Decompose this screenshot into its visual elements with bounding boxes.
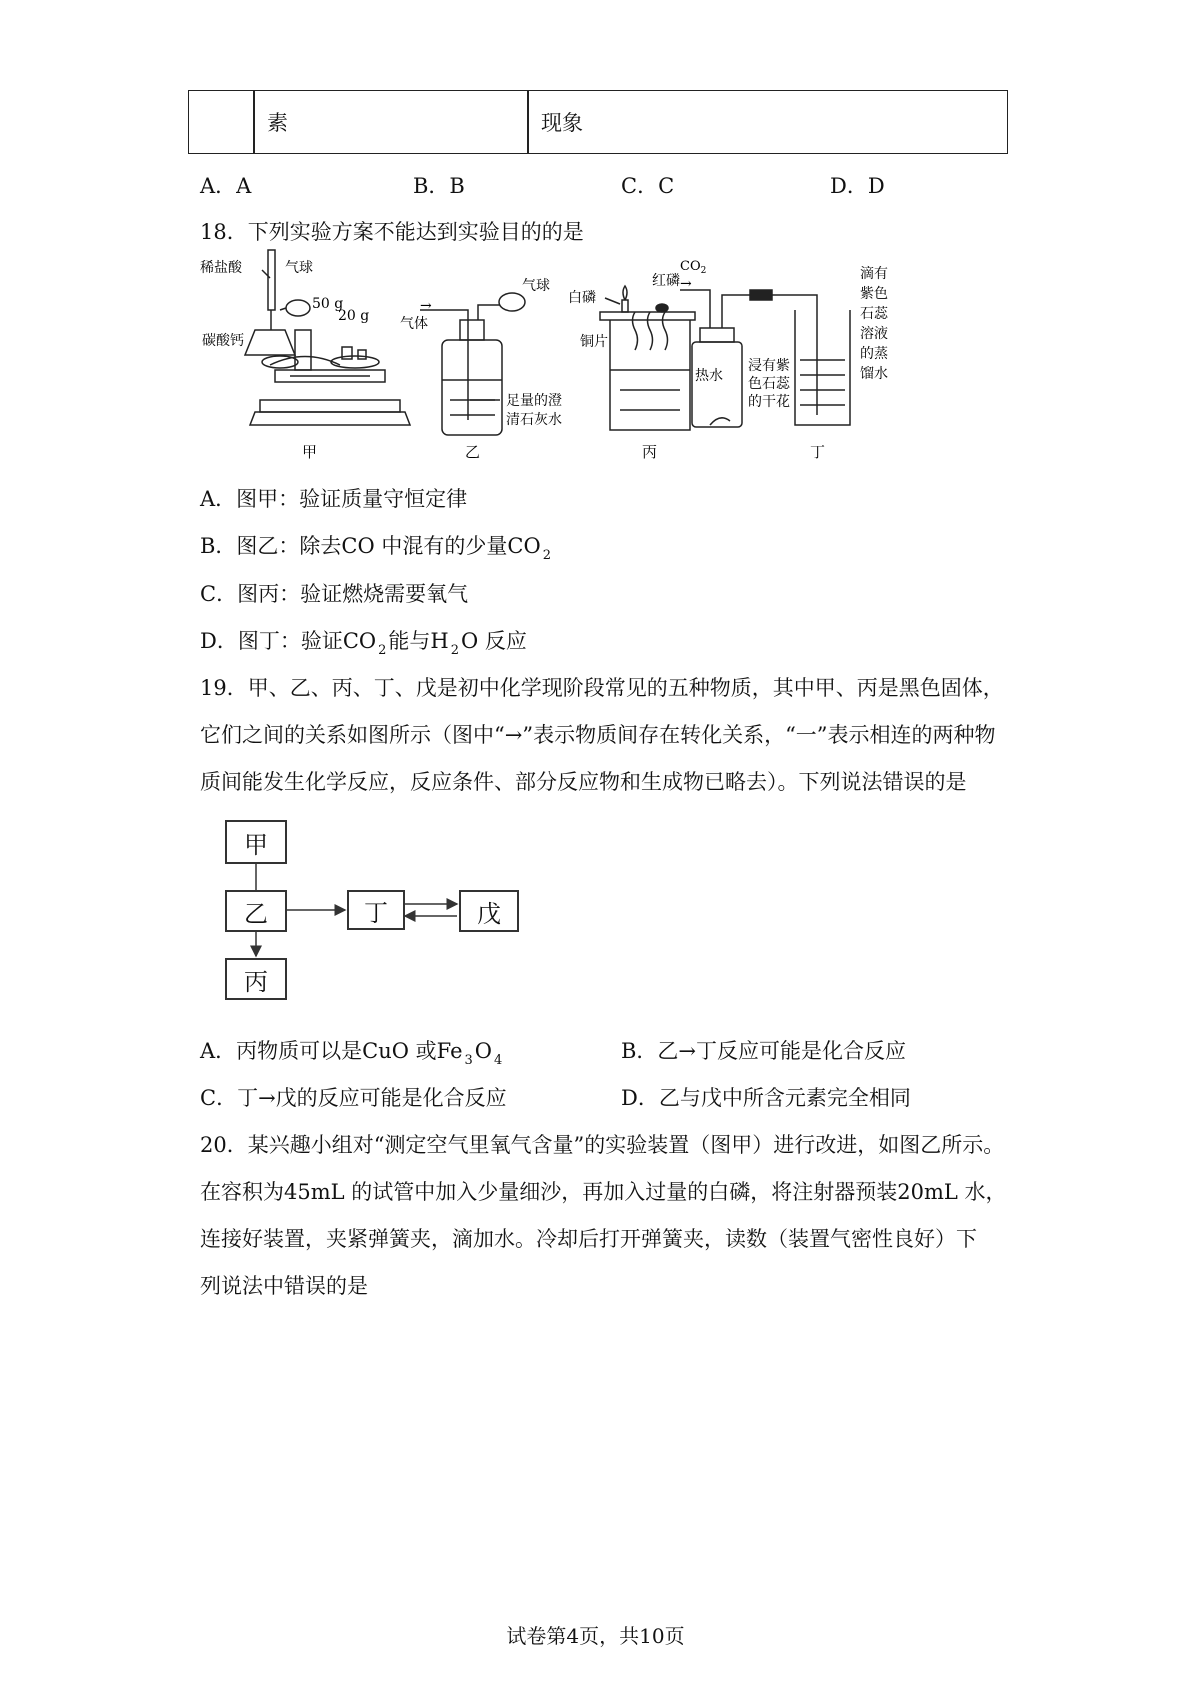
figure-caption-yi: 乙 (465, 443, 481, 461)
ding-label-right-3: 石蕊 (860, 306, 888, 322)
q20-stem-line-3: 连接好装置，夹紧弹簧夹，滴加水。冷却后打开弹簧夹，读数（装置气密性良好）下 (200, 1227, 977, 1251)
ding-label-right-4: 溶液 (860, 326, 888, 342)
node-jia: 甲 (225, 820, 287, 864)
ding-label-co2: $CO_2$ (680, 259, 707, 276)
figure-caption-jia: 甲 (302, 443, 318, 461)
ding-label-right-1: 滴有 (860, 266, 888, 282)
answer-table-row (188, 90, 1008, 154)
jia-label-20g: 20 g (338, 308, 370, 324)
table-cell-element: 素 (267, 111, 288, 135)
q19-option-d[interactable]: D．乙与戊中所含元素完全相同 (621, 1086, 911, 1110)
q19-option-c[interactable]: C．丁→戊的反应可能是化合反应 (200, 1086, 507, 1110)
ding-label-left-2: 色石蕊 (748, 376, 790, 392)
ding-label-left-1: 浸有紫 (748, 358, 790, 374)
q17-option-b[interactable]: B．B (413, 174, 465, 198)
q18-stem: 18．下列实验方案不能达到实验目的的是 (200, 220, 584, 244)
q19-stem-line-2: 它们之间的关系如图所示（图中“→”表示物质间存在转化关系，“一”表示相连的两种物 (200, 723, 996, 747)
bing-label-white-p: 白磷 (568, 290, 596, 306)
yi-label-gas: 气体 (400, 316, 428, 332)
figure-caption-ding: 丁 (810, 443, 826, 461)
yi-arrow-icon: → (420, 298, 432, 314)
bing-label-red-p: 红磷 (652, 273, 680, 289)
page-footer: 试卷第4页，共10页 (506, 1624, 685, 1648)
q18-figure (200, 250, 1010, 470)
table-cell-phenomenon: 现象 (541, 111, 583, 135)
q18-option-c[interactable]: C．图丙：验证燃烧需要氧气 (200, 582, 469, 606)
yi-label-limewater-2: 清石灰水 (506, 412, 562, 428)
q19-option-b[interactable]: B．乙→丁反应可能是化合反应 (621, 1039, 907, 1063)
q18-apparatus-illustration (200, 250, 1010, 470)
node-ding: 丁 (347, 890, 405, 930)
q19-stem-line-1: 19．甲、乙、丙、丁、戊是初中化学现阶段常见的五种物质，其中甲、丙是黑色固体， (200, 676, 1004, 700)
node-bing: 丙 (225, 958, 287, 1000)
jia-label-caco3: 碳酸钙 (202, 333, 244, 349)
ding-label-right-6: 馏水 (860, 366, 888, 382)
bing-label-copper: 铜片 (580, 334, 608, 350)
q18-option-d[interactable]: D．图丁：验证CO $_2$能与H $_2$O 反应 (200, 629, 527, 658)
yi-label-balloon: 气球 (522, 278, 550, 294)
node-yi: 乙 (225, 890, 287, 932)
node-wu: 戊 (459, 890, 519, 932)
q19-stem-line-3: 质间能发生化学反应，反应条件、部分反应物和生成物已略去）。下列说法错误的是 (200, 770, 967, 794)
q18-option-a[interactable]: A．图甲：验证质量守恒定律 (200, 487, 468, 511)
q20-stem-line-4: 列说法中错误的是 (200, 1274, 368, 1298)
ding-label-right-2: 紫色 (860, 286, 888, 302)
q17-option-d[interactable]: D．D (830, 174, 885, 198)
q17-option-c[interactable]: C．C (621, 174, 675, 198)
q17-option-a[interactable]: A．A (200, 174, 252, 198)
q20-stem-line-1: 20．某兴趣小组对“测定空气里氧气含量”的实验装置（图甲）进行改进，如图乙所示。 (200, 1133, 1005, 1157)
ding-label-right-5: 的蒸 (860, 346, 888, 362)
jia-label-balloon: 气球 (285, 260, 313, 276)
ding-label-left-3: 的干花 (748, 394, 790, 410)
ding-arrow-icon: → (680, 276, 692, 292)
jia-label-50g: 50 g (312, 296, 344, 312)
q19-option-a[interactable]: A．丙物质可以是CuO 或Fe $_3$O $_4$ (200, 1039, 503, 1068)
yi-label-limewater-1: 足量的澄 (506, 393, 562, 409)
bing-label-hot-water: 热水 (695, 368, 723, 384)
q18-option-b[interactable]: B．图乙：除去CO 中混有的少量CO $_2$ (200, 534, 551, 563)
figure-caption-bing: 丙 (642, 443, 658, 461)
q19-relationship-diagram (225, 820, 525, 1010)
q20-stem-line-2: 在容积为45mL 的试管中加入少量细沙，再加入过量的白磷，将注射器预装20mL 水， (200, 1180, 1007, 1204)
jia-label-hcl: 稀盐酸 (200, 260, 242, 276)
